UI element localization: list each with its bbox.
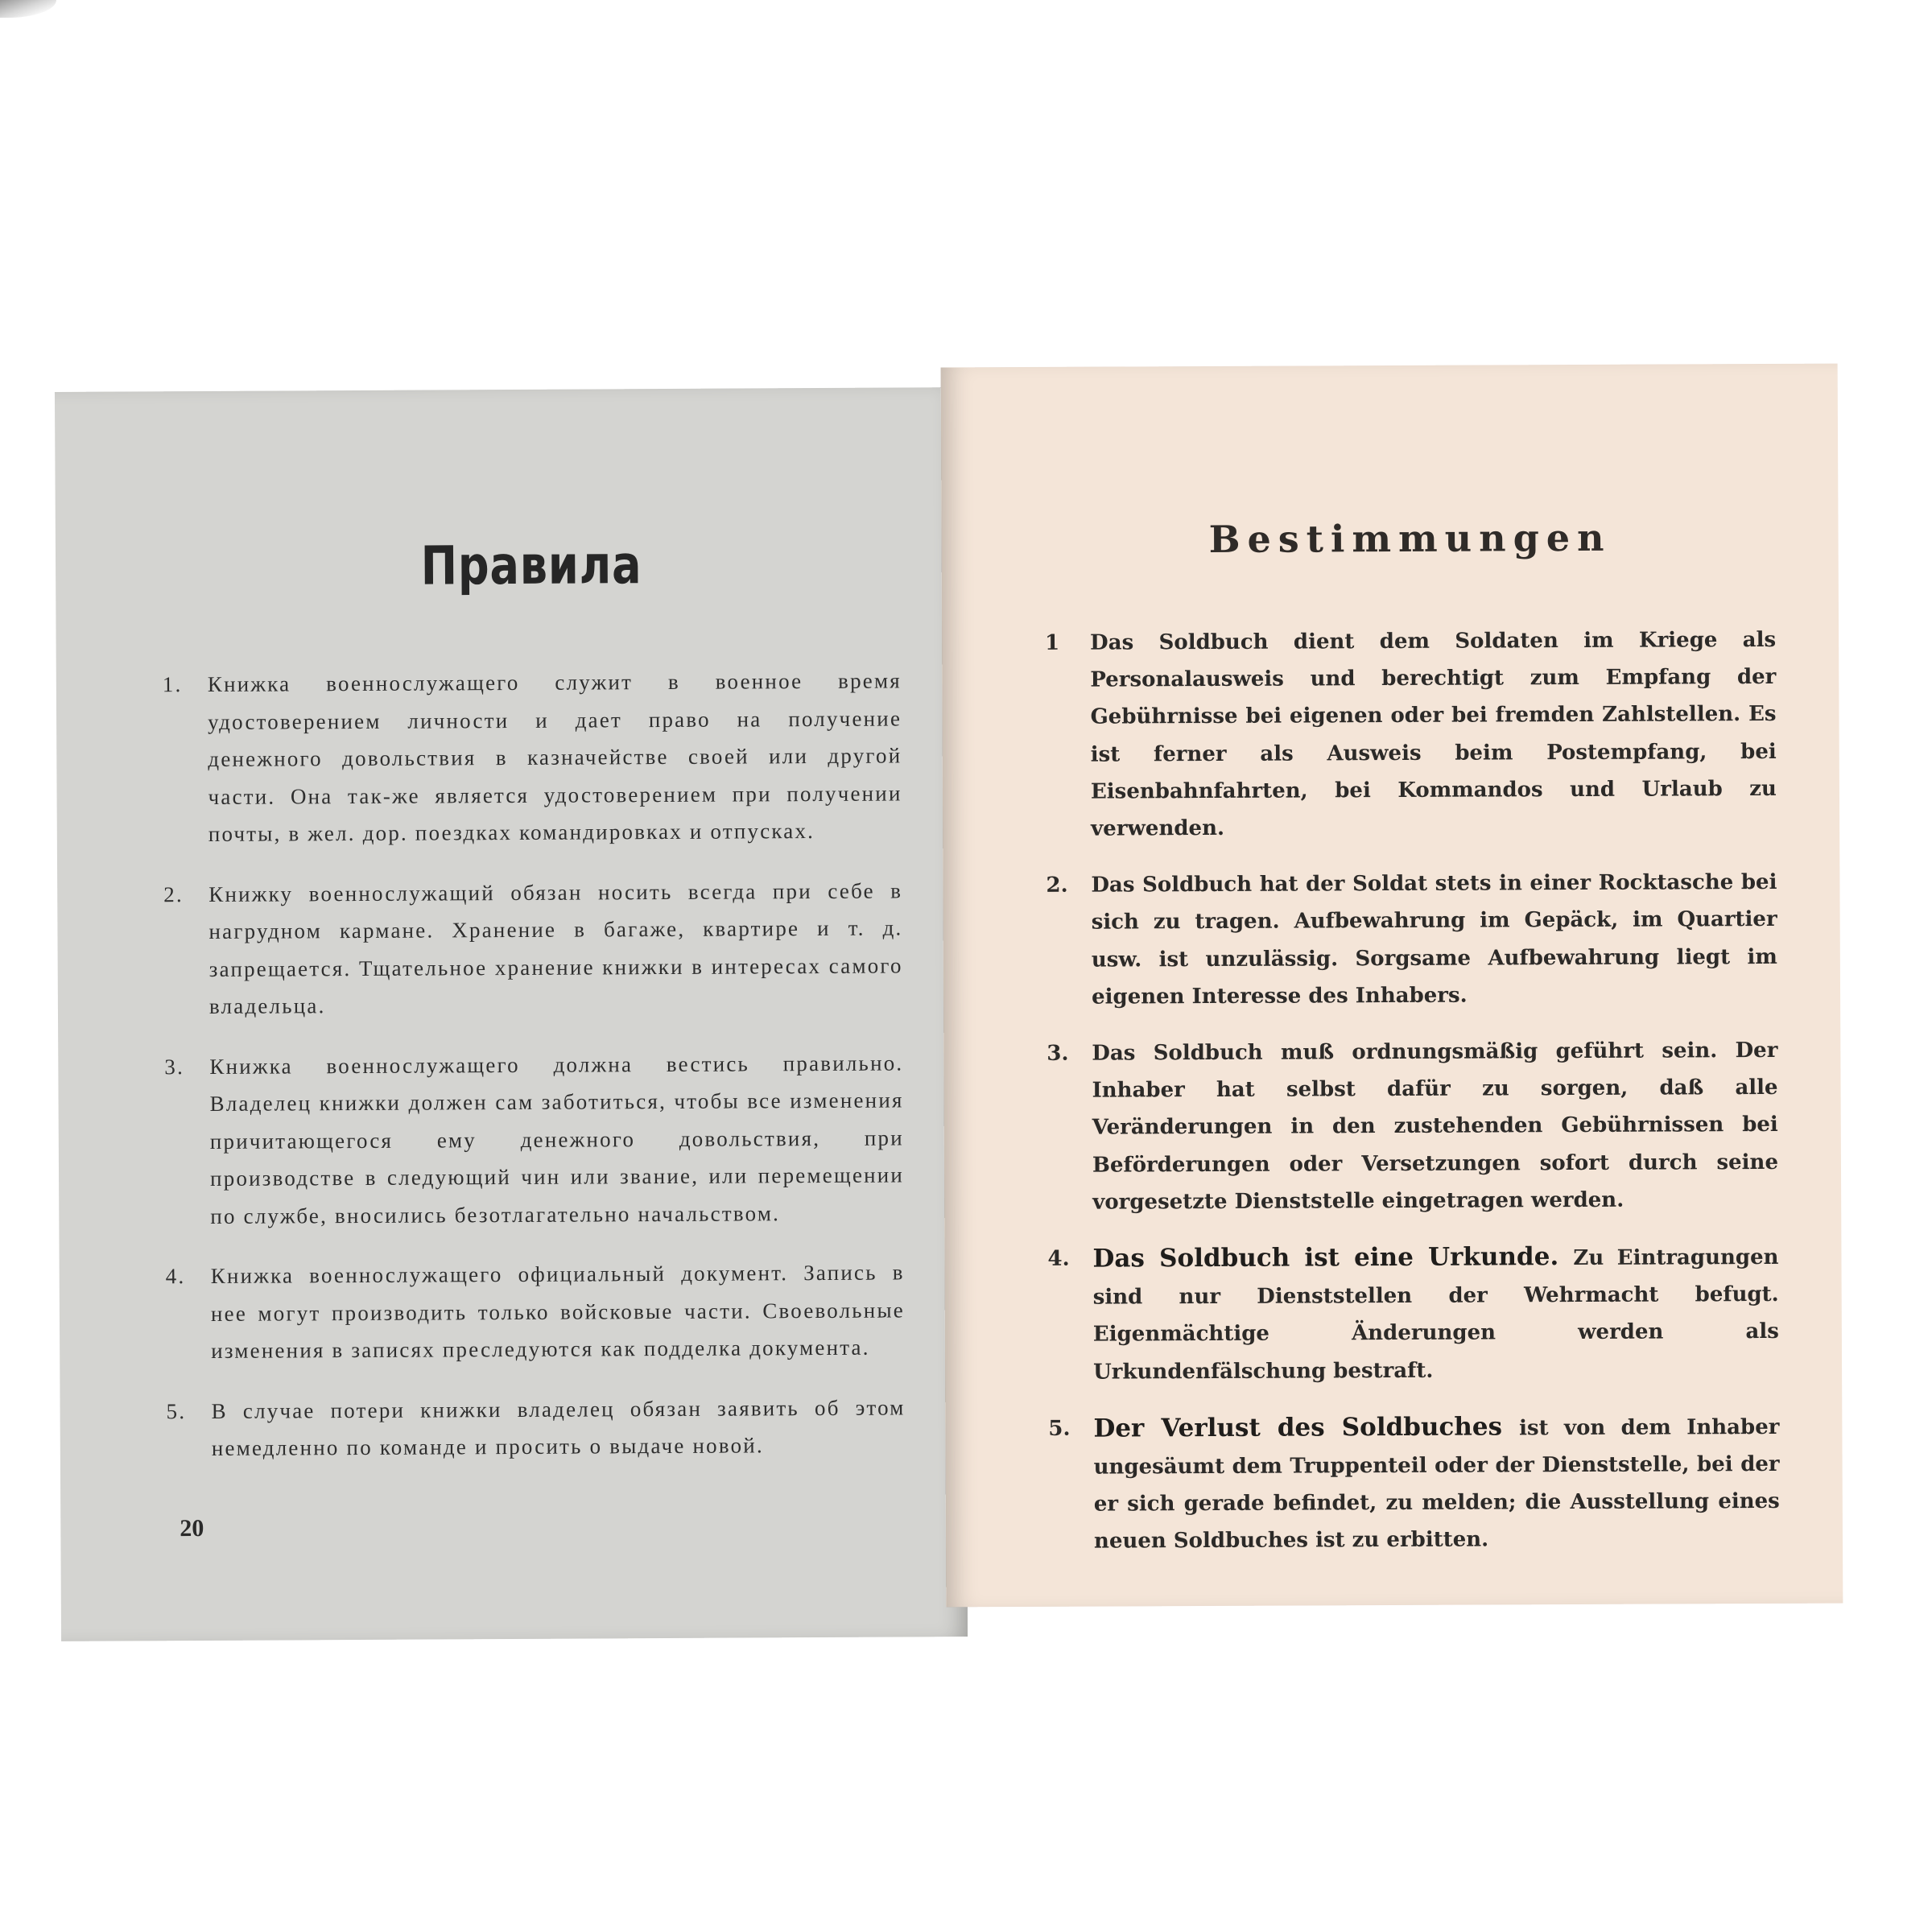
rule-text: Das Soldbuch dient dem Soldaten im Kriege als Personalausweis und berechtigt zum Empfang der Gebührnisse bei eigenen oder bei fremden Zahlstellen. Es ist ferner als Ausweis beim Postempfang, bei Eisenbahnfahrten, bei Kommandos und Urlaub zu verwenden. xyxy=(1090,627,1777,841)
rule-number: 5. xyxy=(166,1398,187,1423)
rule-item xyxy=(1046,864,1777,1016)
rule-item xyxy=(166,1389,905,1468)
rule-text: Книжка военнослужащего служит в военное время удостоверением личности и дает право на получение денежного довольствия в казначействе своей или другой части. Она так-же является удостоверением при получении почты, в жел. дор. поездках командировках и отпусках. xyxy=(207,668,902,846)
rule-number: 3. xyxy=(164,1054,185,1079)
rule-number: 2. xyxy=(163,881,184,906)
rule-text: Das Soldbuch muß ordnungsmäßig geführt sein. Der Inhaber hat selbst dafür zu sorgen, daß alle Veränderungen in den zustehenden Gebührnissen bei Beförderungen oder Versetzungen sofort durch seine vorgesetzte Dienststelle eingetragen werden. xyxy=(1092,1038,1779,1215)
rule-lead-text: Der Verlust des Soldbuches xyxy=(1093,1412,1520,1443)
left-page xyxy=(55,387,968,1641)
rule-text: Книжка военнослужащего должна вестись правильно. Владелец книжки должен сам заботиться, чтобы все изменения причитающегося ему денежного довольствия, при производстве в следующий чин или звание, или перемещении по службе, вносились безотлагательно начальством. xyxy=(209,1050,905,1228)
rule-item xyxy=(166,1253,906,1369)
page-title-russian: Правила xyxy=(420,534,642,597)
rule-item xyxy=(1047,1237,1779,1391)
rule-number: 4. xyxy=(1047,1246,1070,1271)
rule-text: Книжка военнослужащего официальный документ. Запись в нее могут производить только войсковые части. Своевольные изменения в записях преследуются как подделка документа. xyxy=(210,1260,906,1363)
rule-text: Zu Eintragungen sind nur Dienststellen der Wehrmacht befugt. Eigenmächtige Änderungen werden als Urkundenfälschung bestraft. xyxy=(1092,1245,1779,1385)
rule-text: Das Soldbuch hat der Soldat stets in einer Rocktasche bei sich zu tragen. Aufbewahrung im Gepäck, im Quartier usw. ist unzulässig. Sorgsame Aufbewahrung liegt im eigenen Interesse des Inhabers. xyxy=(1091,870,1777,1009)
rule-item xyxy=(163,662,902,852)
rule-number: 1. xyxy=(162,672,183,697)
rule-item xyxy=(1046,1032,1778,1221)
rule-item xyxy=(163,872,903,1026)
rule-number: 4. xyxy=(165,1264,186,1289)
rule-text: В случае потери книжки владелец обязан заявить об этом немедленно по команде и просить о выдаче новой. xyxy=(211,1394,906,1460)
rule-number: 2. xyxy=(1046,873,1068,898)
rule-item xyxy=(1045,621,1777,848)
rule-item xyxy=(1048,1407,1780,1561)
rules-list-russian xyxy=(163,662,906,1467)
page-number: 20 xyxy=(180,1515,204,1542)
page-title-german: Bestimmungen xyxy=(1208,515,1612,561)
rule-number: 3. xyxy=(1046,1041,1069,1066)
rule-text: ist von dem Inhaber ungesäumt dem Truppenteil oder der Dienststelle, bei der er sich gerade befindet, zu melden; die Ausstellung eines neuen Soldbuches ist zu erbitten. xyxy=(1093,1414,1780,1554)
rule-text: Книжку военнослужащий обязан носить всегда при себе в нагрудном кармане. Хранение в багаже, квартире и т. д. запрещается. Тщательное хранение книжки в интересах самого владельца. xyxy=(208,877,903,1018)
rule-number: 1 xyxy=(1045,630,1060,655)
rule-lead-text: Das Soldbuch ist eine Urkunde. xyxy=(1092,1242,1574,1274)
right-page xyxy=(941,364,1843,1608)
rule-item xyxy=(164,1044,904,1235)
rules-list-german xyxy=(1045,621,1780,1561)
rule-number: 5. xyxy=(1048,1416,1071,1441)
